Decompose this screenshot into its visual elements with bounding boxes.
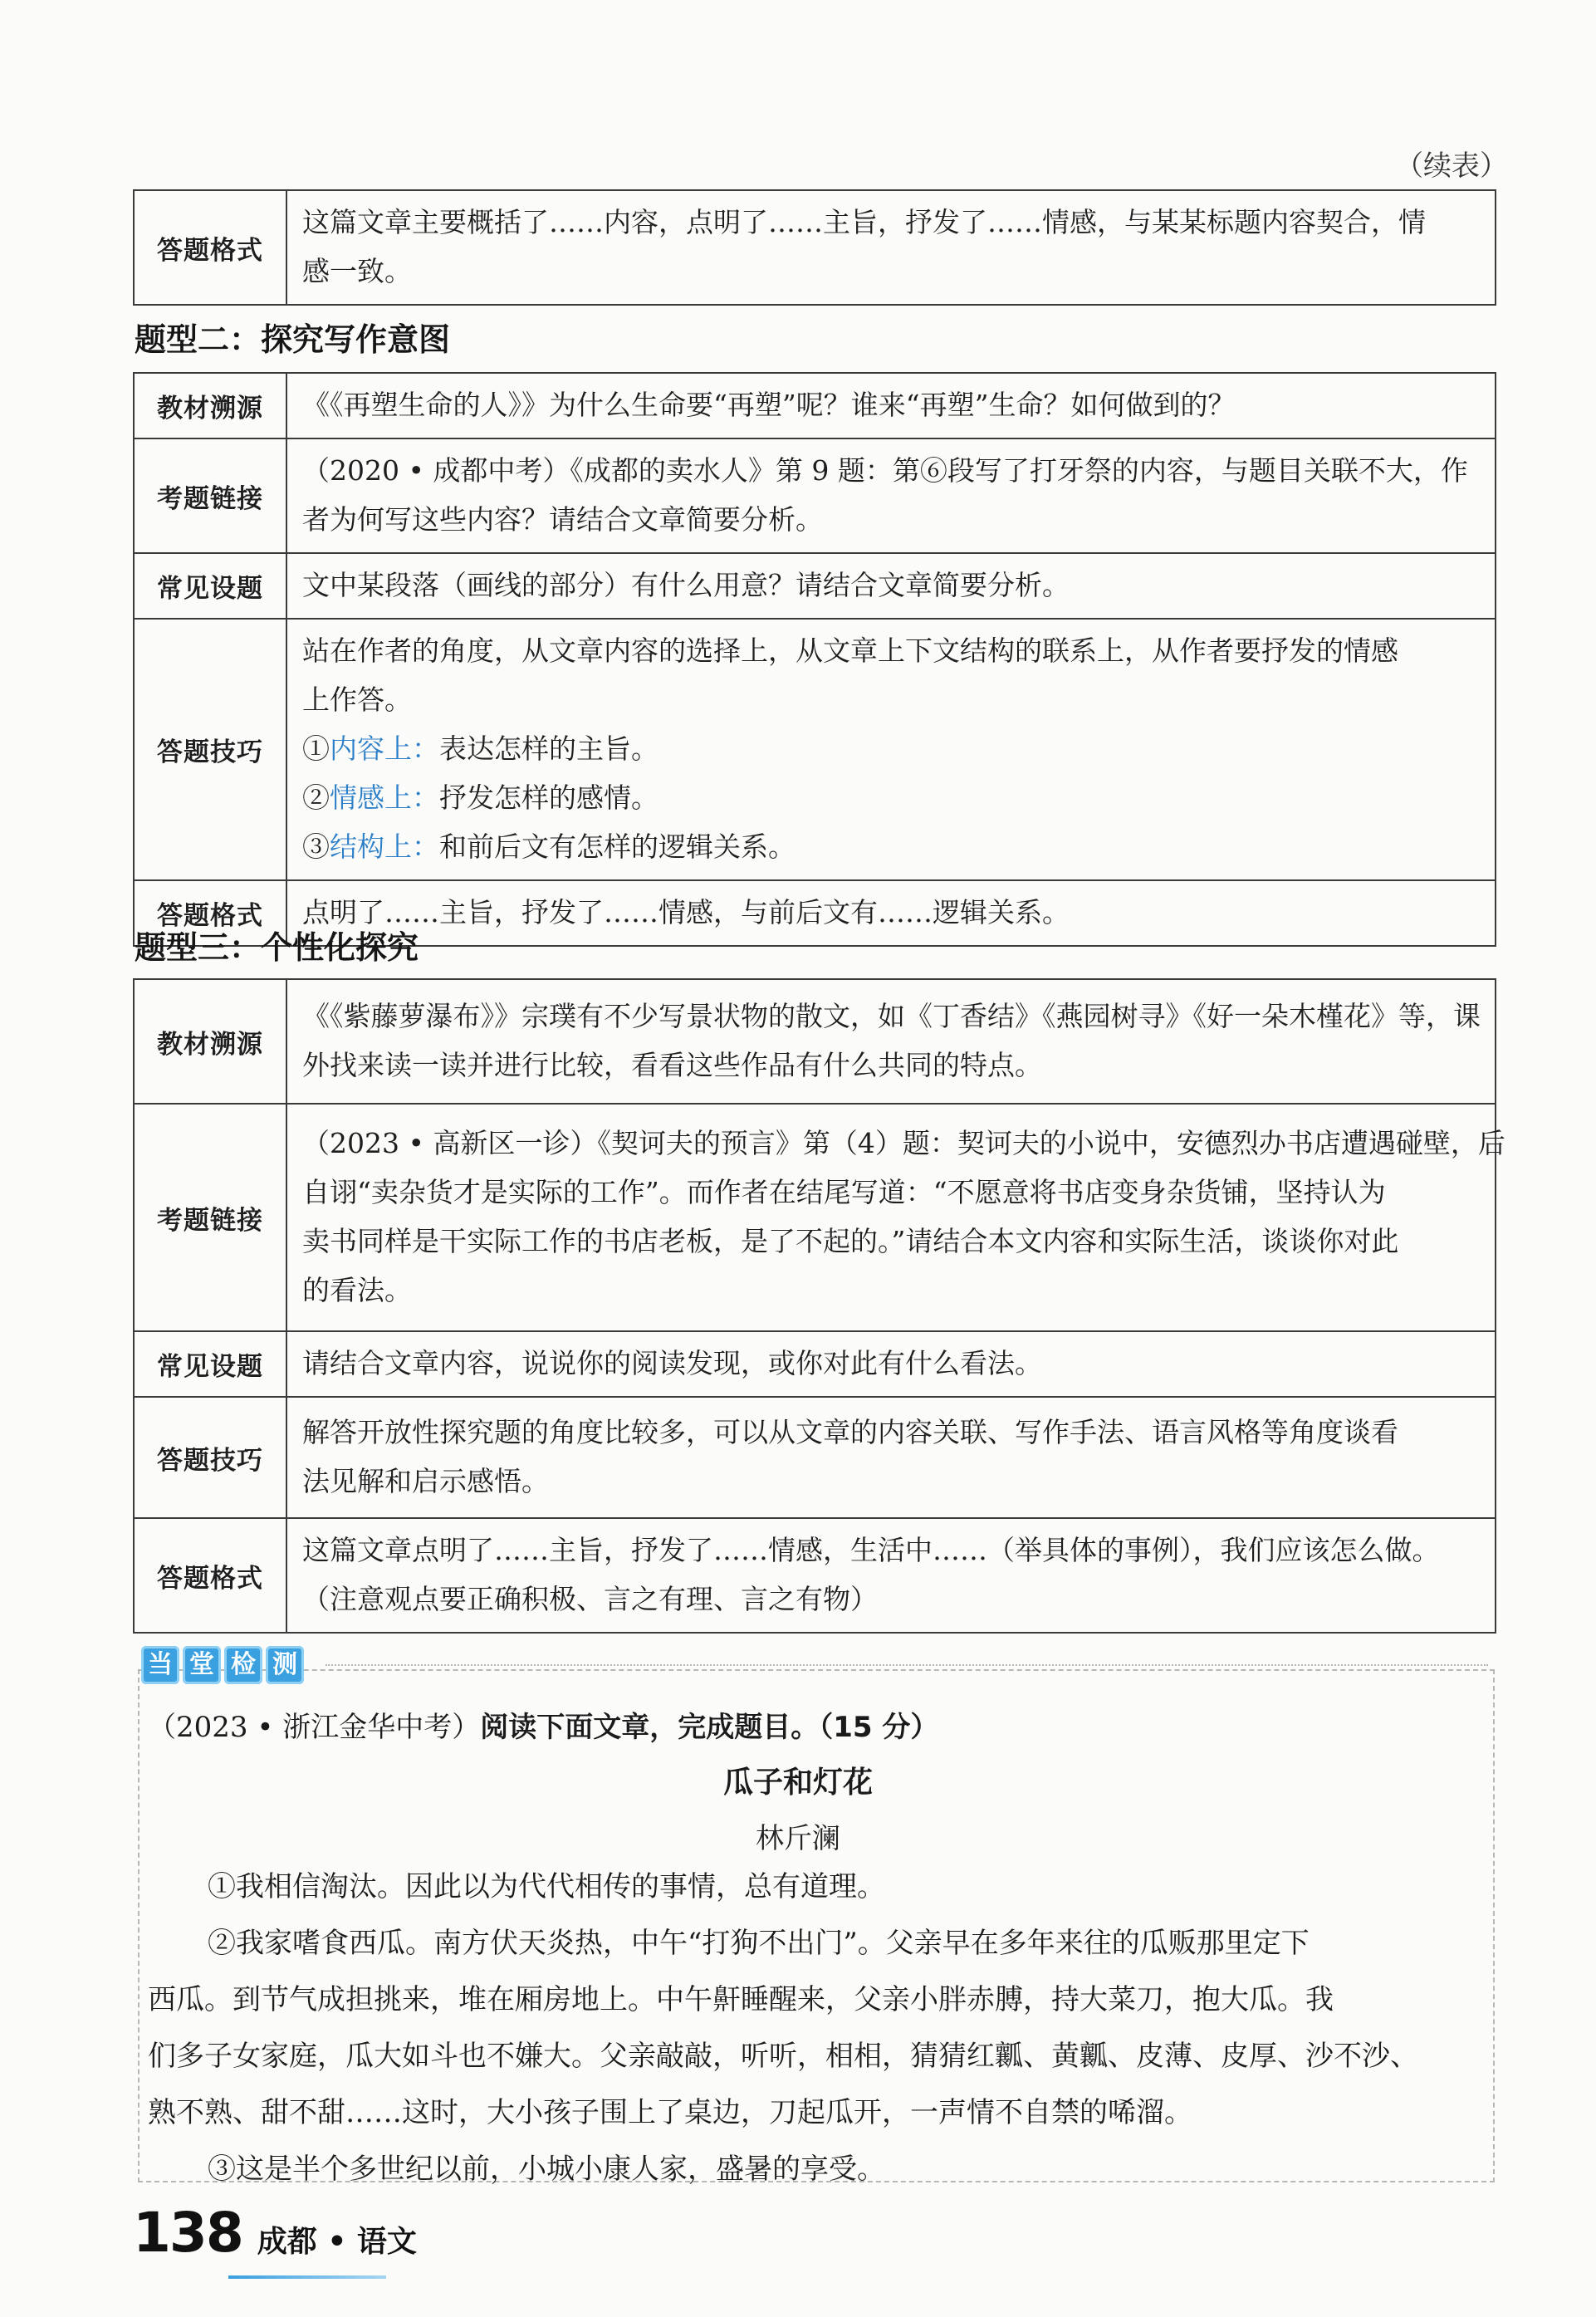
text-line: 上作答。 — [302, 683, 412, 716]
row-content — [286, 1518, 1496, 1633]
point-key: 结构上： — [330, 830, 439, 863]
row-label: 答题技巧 — [134, 1397, 286, 1518]
text-line: 感一致。 — [302, 255, 412, 287]
table-part1 — [133, 189, 1496, 306]
text-line: 站在作者的角度，从文章内容的选择上，从文章上下文结构的联系上，从作者要抒发的情感 — [302, 634, 1398, 667]
row-content — [286, 1397, 1496, 1518]
text-line: ①我相信淘汰。因此以为代代相传的事情，总有道理。 — [208, 1870, 885, 1903]
table-row — [134, 553, 1496, 619]
row-label: 教材溯源 — [134, 373, 286, 438]
text-line: 《《紫藤萝瀑布》》宗璞有不少写景状物的散文，如《丁香结》《燕园树寻》《好一朵木槿花》等，课 — [302, 1000, 1481, 1032]
text-line: 们多子女家庭，瓜大如斗也不嫌大。父亲敲敲，听听，相相，猜猜红瓤、黄瓤、皮薄、皮厚、沙不沙、 — [148, 2040, 1418, 2073]
text-line: 的看法。 — [302, 1274, 412, 1306]
point-text: 表达怎样的主旨。 — [439, 732, 658, 765]
row-label: 常见设题 — [134, 1331, 286, 1397]
text-line: 文中某段落（画线的部分）有什么用意？请结合文章简要分析。 — [302, 569, 1070, 601]
table-section2 — [133, 372, 1496, 947]
text-line: 自诩“卖杂货才是实际的工作”。而作者在结尾写道：“不愿意将书店变身杂货铺，坚持认为 — [302, 1176, 1386, 1208]
table-row — [134, 619, 1496, 880]
row-label: 常见设题 — [134, 553, 286, 619]
text-line: ③这是半个多世纪以前，小城小康人家，盛暑的享受。 — [208, 2153, 885, 2186]
question-heading — [148, 1704, 938, 1745]
page-footer — [133, 2201, 417, 2265]
article-paragraph-2 — [148, 1915, 1485, 2141]
row-content — [286, 438, 1496, 553]
text-line: 请结合文章内容，说说你的阅读发现，或你对此有什么看法。 — [302, 1347, 1042, 1379]
row-label: 答题格式 — [134, 880, 286, 946]
page-number: 138 — [133, 2201, 242, 2265]
continued-label: （续表） — [1395, 149, 1508, 183]
row-label: 答题格式 — [134, 190, 286, 305]
row-content — [286, 979, 1496, 1104]
section2-title: 题型二：探究写作意图 — [135, 321, 451, 358]
badge-char: 检 — [224, 1646, 262, 1684]
row-label: 考题链接 — [134, 438, 286, 553]
badge-dotted-line — [326, 1664, 1488, 1666]
row-content — [286, 190, 1496, 305]
footer-underline — [228, 2275, 386, 2279]
text-line: 者为何写这些内容？请结合文章简要分析。 — [302, 503, 823, 536]
row-label: 答题格式 — [134, 1518, 286, 1633]
row-label: 考题链接 — [134, 1104, 286, 1331]
text-line: （2023 • 高新区一诊）《契诃夫的预言》第（4）题：契诃夫的小说中，安德烈办书店遭遇碰壁，后 — [302, 1127, 1505, 1159]
text-line: 熟不熟、甜不甜……这时，大小孩子围上了桌边，刀起瓜开，一声情不自禁的唏溜。 — [148, 2096, 1192, 2129]
table-row — [134, 1397, 1496, 1518]
table-row — [134, 1104, 1496, 1331]
row-content — [286, 553, 1496, 619]
article-author: 林斤澜 — [756, 1822, 840, 1855]
point-text: 抒发怎样的感情。 — [439, 781, 658, 814]
text-line: （2020 • 成都中考）《成都的卖水人》第 9 题：第⑥段写了打牙祭的内容，与题目关联不大，作 — [302, 454, 1468, 487]
tip-point-structure — [302, 822, 1481, 871]
section3-title: 题型三：个性化探究 — [135, 929, 419, 966]
table-row — [134, 373, 1496, 438]
badge-char: 当 — [141, 1646, 179, 1684]
badge-char: 堂 — [183, 1646, 221, 1684]
table-row — [134, 1518, 1496, 1633]
tip-point-content — [302, 724, 1481, 773]
text-line: （注意观点要正确积极、言之有理、言之有物） — [302, 1583, 878, 1615]
article-paragraph-3 — [148, 2141, 1485, 2197]
point-number: ③ — [302, 830, 330, 863]
table-row — [134, 979, 1496, 1104]
text-line: 卖书同样是干实际工作的书店老板，是了不起的。”请结合本文内容和实际生活，谈谈你对此 — [302, 1225, 1399, 1257]
row-content — [286, 880, 1496, 946]
text-line: 《《再塑生命的人》》为什么生命要“再塑”呢？谁来“再塑”生命？如何做到的？ — [302, 389, 1236, 421]
question-source: （2023 • 浙江金华中考） — [148, 1711, 481, 1744]
text-line: 点明了……主旨，抒发了……情感，与前后文有……逻辑关系。 — [302, 896, 1070, 928]
text-line: 解答开放性探究题的角度比较多，可以从文章的内容关联、写作手法、语言风格等角度谈看 — [302, 1416, 1398, 1448]
row-content — [286, 619, 1496, 880]
table-row — [134, 438, 1496, 553]
point-text: 和前后文有怎样的逻辑关系。 — [439, 830, 796, 863]
text-line: 这篇文章主要概括了……内容，点明了……主旨，抒发了……情感，与某某标题内容契合，情 — [302, 206, 1426, 238]
table-section3 — [133, 978, 1505, 1634]
row-label: 答题技巧 — [134, 619, 286, 880]
question-instruction: 阅读下面文章，完成题目。（15 分） — [480, 1711, 939, 1744]
table-row — [134, 1331, 1496, 1397]
point-key: 情感上： — [330, 781, 439, 814]
point-number: ② — [302, 781, 330, 814]
row-label: 教材溯源 — [134, 979, 286, 1104]
text-line: 这篇文章点明了……主旨，抒发了……情感，生活中……（举具体的事例），我们应该怎么做。 — [302, 1534, 1440, 1566]
article-paragraph-1 — [148, 1859, 1485, 1915]
row-content — [286, 1104, 1505, 1331]
row-content — [286, 1331, 1496, 1397]
table-row — [134, 190, 1496, 305]
article-title: 瓜子和灯花 — [722, 1766, 873, 1800]
text-line: 法见解和启示感悟。 — [302, 1465, 549, 1497]
text-line: 西瓜。到节气成担挑来，堆在厢房地上。中午鼾睡醒来，父亲小胖赤膊，持大菜刀，抱大瓜。我 — [148, 1983, 1334, 2016]
text-line: 外找来读一读并进行比较，看看这些作品有什么共同的特点。 — [302, 1049, 1042, 1081]
book-name: 成都 • 语文 — [257, 2225, 417, 2259]
text-line: ②我家嗜食西瓜。南方伏天炎热，中午“打狗不出门”。父亲早在多年来往的瓜贩那里定下 — [208, 1927, 1310, 1960]
point-number: ① — [302, 732, 330, 765]
tip-point-emotion — [302, 773, 1481, 822]
badge-char: 测 — [266, 1646, 304, 1684]
classroom-check-badge — [141, 1646, 304, 1684]
point-key: 内容上： — [330, 732, 439, 765]
row-content — [286, 373, 1496, 438]
